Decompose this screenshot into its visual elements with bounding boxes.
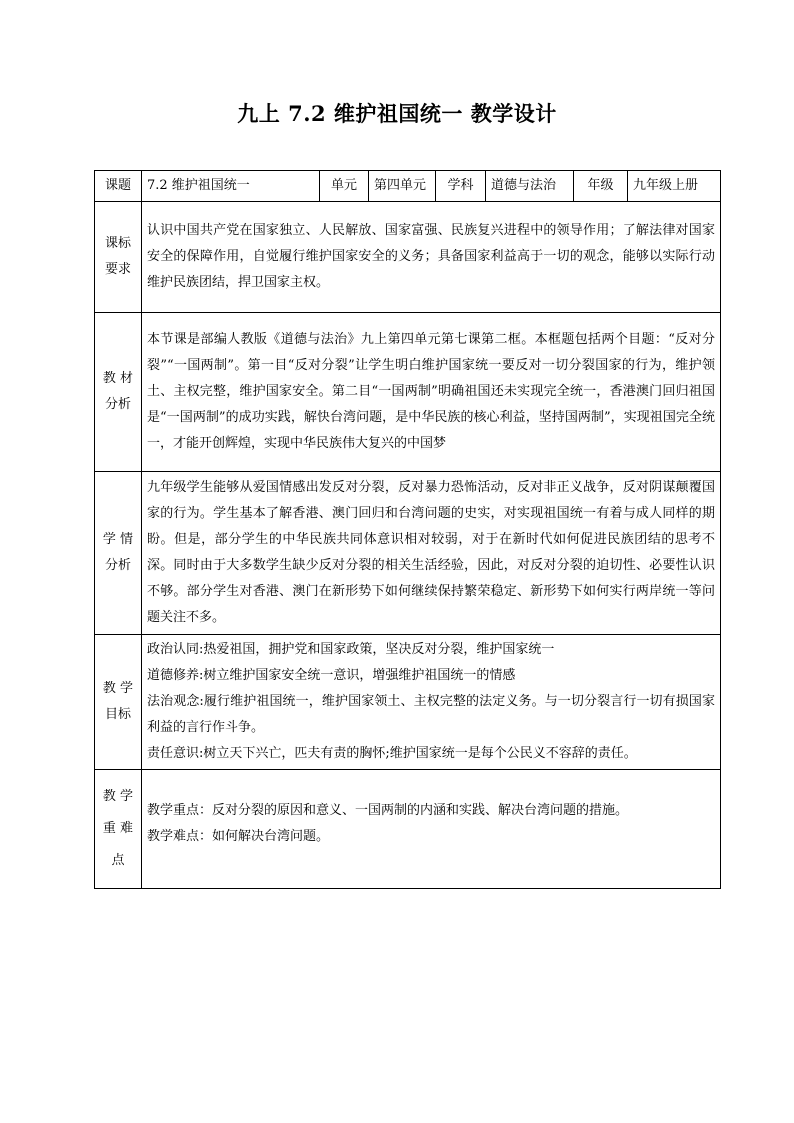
key-points-label-line: 教 学 xyxy=(102,789,134,804)
standards-row xyxy=(95,202,721,313)
textbook-label xyxy=(95,313,142,472)
objectives-row xyxy=(95,635,721,770)
objectives-label xyxy=(95,635,142,770)
objective-item: 法治观念:履行维护祖国统一，维护国家领土、主权完整的法定义务。与一切分裂言行一切有损国家利益的言行作斗争。 xyxy=(147,694,715,735)
standards-label-line: 课标 xyxy=(104,236,131,251)
key-points-content xyxy=(142,770,721,889)
key-points-label-line: 重 难 xyxy=(102,821,134,836)
topic-value: 7.2 维护祖国统一 xyxy=(142,171,320,202)
objective-item: 道德修养:树立维护国家安全统一意识，增强维护祖国统一的情感 xyxy=(147,668,516,683)
textbook-row xyxy=(95,313,721,472)
key-point-item: 教学重点：反对分裂的原因和意义、一国两制的内涵和实践、解决台湾问题的措施。 xyxy=(147,803,629,818)
lesson-plan-table xyxy=(94,170,721,889)
standards-text: 认识中国共产党在国家独立、人民解放、国家富强、民族复兴进程中的领导作用；了解法律对国家安全的保障作用，自觉履行维护国家安全的义务；具备国家利益高于一切的观念，能够以实际行动维护民族团结，捍卫国家主权。 xyxy=(142,202,721,313)
students-label-line: 学 情 xyxy=(102,532,134,547)
textbook-label-line: 分析 xyxy=(104,397,131,412)
key-points-row xyxy=(95,770,721,889)
students-label-line: 分析 xyxy=(104,558,131,573)
standards-label-line: 要求 xyxy=(104,262,131,277)
subject-label: 学科 xyxy=(436,171,486,202)
key-points-label xyxy=(95,770,142,889)
header-row xyxy=(95,171,721,202)
grade-value: 九年级上册 xyxy=(628,171,721,202)
textbook-text: 本节课是部编人教版《道德与法治》九上第四单元第七课第二框。本框题包括两个目题：“反对分裂”“一国两制”。第一目“反对分裂”让学生明白维护国家统一要反对一切分裂国家的行为，维护领土、主权完整，维护国家安全。第二目“一国两制”明确祖国还未实现完全统一，香港澳门回归祖国是“一国两制”的成功实践，解快台湾问题，是中华民族的核心利益，坚持国两制”，实现祖国完全统一，才能开创辉煌，实现中华民族伟大复兴的中国梦 xyxy=(142,313,721,472)
objective-item: 责任意识:树立天下兴亡，匹夫有责的胸怀;维护国家统一是每个公民义不容辞的责任。 xyxy=(147,746,637,761)
objectives-content xyxy=(142,635,721,770)
objective-item: 政治认同:热爱祖国，拥护党和国家政策，坚决反对分裂，维护国家统一 xyxy=(147,642,555,657)
document-title: 九上 7.2 维护祖国统一 教学设计 xyxy=(237,101,557,126)
key-point-item: 教学难点：如何解决台湾问题。 xyxy=(147,829,330,844)
students-label xyxy=(95,472,142,635)
textbook-label-line: 教 材 xyxy=(102,371,134,386)
unit-value: 第四单元 xyxy=(369,171,436,202)
key-points-label-line: 点 xyxy=(111,853,125,868)
grade-label: 年级 xyxy=(574,171,628,202)
objectives-label-line: 目标 xyxy=(104,707,131,722)
students-text: 九年级学生能够从爱国情感出发反对分裂，反对暴力恐怖活动，反对非正义战争，反对阴谋颠覆国家的行为。学生基本了解香港、澳门回归和台湾问题的史实，对实现祖国统一有着与成人同样的期盼。但是，部分学生的中华民族共同体意识相对较弱，对于在新时代如何促进民族团结的思考不深。同时由于大多数学生缺少反对分裂的相关生活经验，因此，对反对分裂的迫切性、必要性认识不够。部分学生对香港、澳门在新形势下如何继续保持繁荣稳定、新形势下如何实行两岸统一等问题关注不多。 xyxy=(142,472,721,635)
topic-label: 课题 xyxy=(95,171,142,202)
standards-label xyxy=(95,202,142,313)
objectives-label-line: 教 学 xyxy=(102,681,134,696)
students-row xyxy=(95,472,721,635)
unit-label: 单元 xyxy=(320,171,369,202)
subject-value: 道德与法治 xyxy=(486,171,574,202)
